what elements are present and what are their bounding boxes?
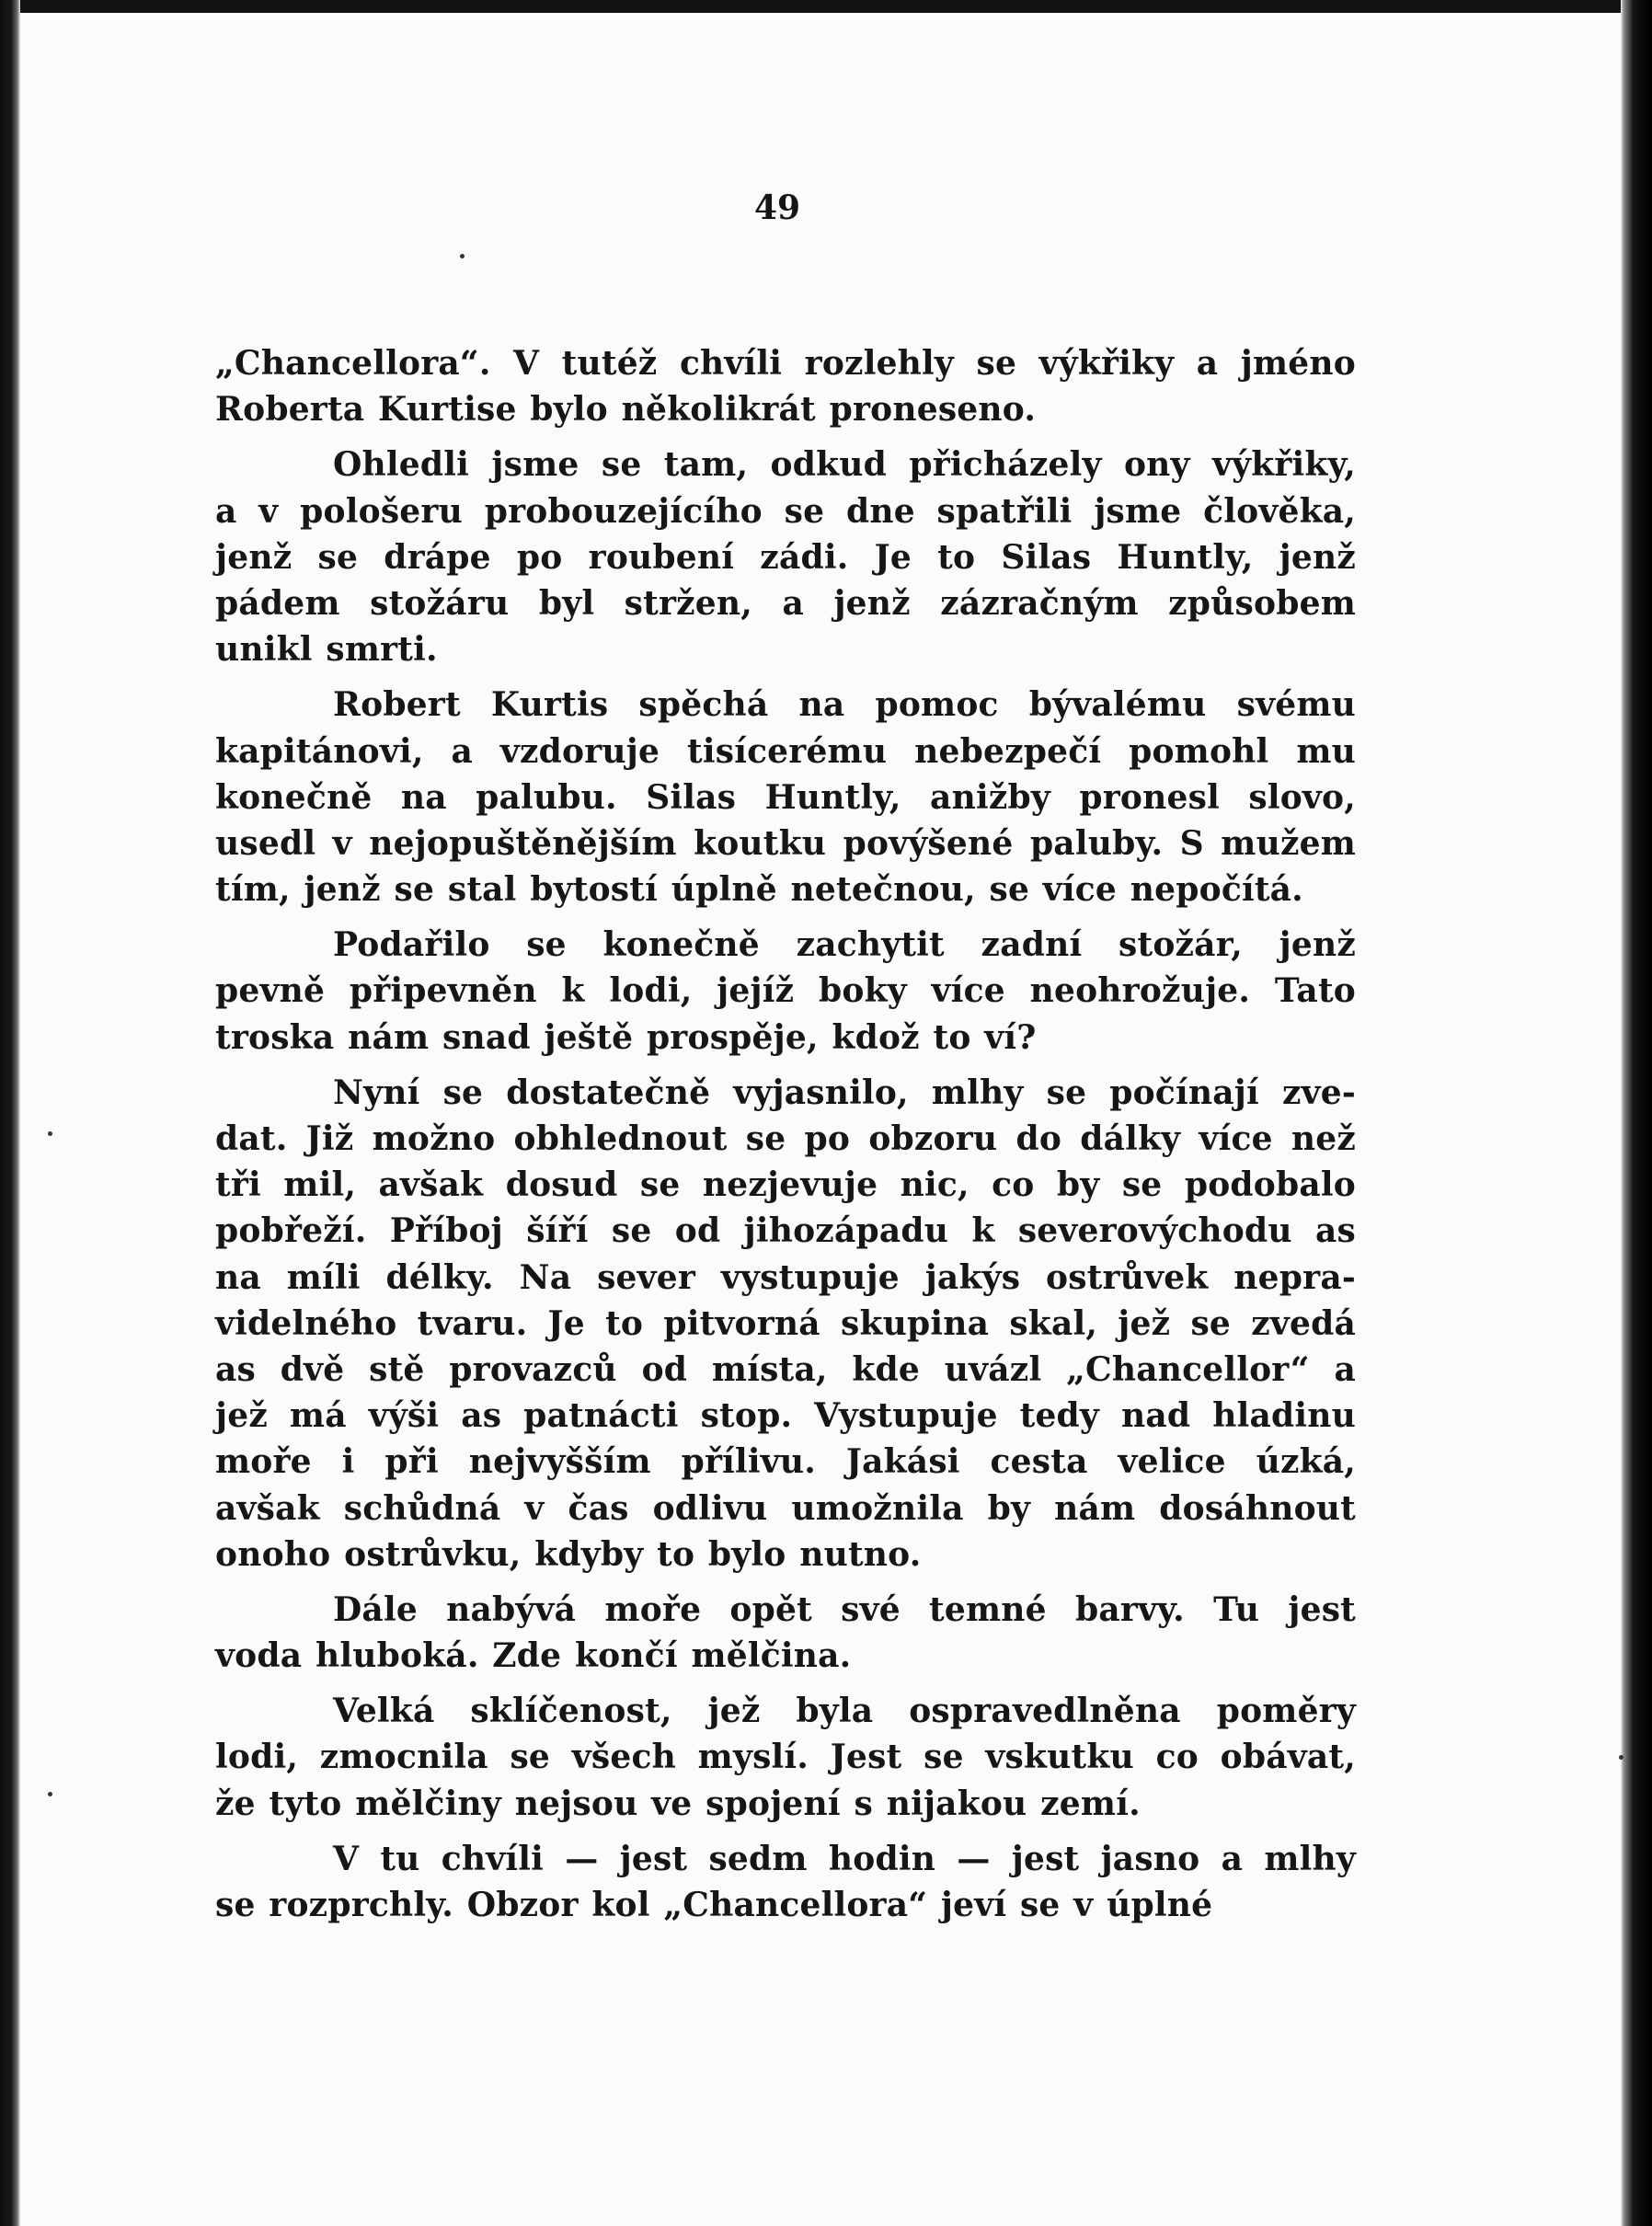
text-line: as dvě stě provazců od místa, kde uvázl „Chancellor“ a bbox=[215, 1349, 1356, 1389]
text-line: Roberta Kurtise bylo několikrát proneseno. bbox=[215, 390, 1037, 430]
paragraph bbox=[215, 442, 1356, 672]
text-line: Nyní se dostatečně vyjasnilo, mlhy se počínají zve- bbox=[333, 1073, 1356, 1112]
paragraph bbox=[215, 922, 1356, 1061]
text-line: dat. Již možno obhlednout se po obzoru do dálky více než bbox=[215, 1119, 1356, 1158]
text-line: usedl v nejopuštěnějším koutku povýšené paluby. S mužem bbox=[215, 823, 1356, 863]
text-line: tím, jenž se stal bytostí úplně netečnou, se více nepočítá. bbox=[215, 870, 1303, 910]
text-line: konečně na palubu. Silas Huntly, anižby pronesl slovo, bbox=[215, 777, 1356, 817]
text-line: Robert Kurtis spěchá na pomoc bývalému svému bbox=[333, 685, 1356, 725]
speck-dot bbox=[48, 1792, 52, 1796]
text-line: V tu chvíli — jest sedm hodin — jest jasno a mlhy bbox=[333, 1839, 1356, 1878]
text-line: lodi, zmocnila se všech myslí. Jest se vskutku co obávat, bbox=[215, 1738, 1356, 1777]
text-line: „Chancellora“. V tutéž chvíli rozlehly se výkřiky a jméno bbox=[215, 344, 1356, 383]
paragraph bbox=[215, 682, 1356, 912]
text-line: se rozprchly. Obzor kol „Chancellora“ jeví se v úplné bbox=[215, 1886, 1213, 1924]
paragraph bbox=[215, 1070, 1356, 1578]
speck-dot bbox=[48, 1131, 52, 1136]
paragraph bbox=[215, 1836, 1356, 1928]
text-line: tři mil, avšak dosud se nezjevuje nic, co by se podobalo bbox=[215, 1165, 1356, 1205]
text-line: moře i při nejvyšším přílivu. Jakási cesta velice úzká, bbox=[215, 1442, 1356, 1482]
text-line: onoho ostrůvku, kdyby to bylo nutno. bbox=[215, 1534, 922, 1574]
paragraph bbox=[215, 1587, 1356, 1679]
paragraph bbox=[215, 340, 1356, 432]
speck-dot bbox=[460, 254, 465, 258]
paragraph bbox=[215, 1688, 1356, 1827]
text-line: unikl smrti. bbox=[215, 630, 438, 670]
body-text bbox=[215, 340, 1356, 1928]
text-line: jenž se drápe po roubení zádi. Je to Silas Huntly, jenž bbox=[215, 537, 1356, 577]
text-line: pádem stožáru byl stržen, a jenž zázračným způsobem bbox=[215, 583, 1356, 623]
scan-edge-top bbox=[0, 0, 1652, 13]
text-line: kapitánovi, a vzdoruje tisícerému nebezpečí pomohl mu bbox=[215, 731, 1356, 771]
text-line: Ohledli jsme se tam, odkud přicházely ony výkřiky, bbox=[333, 445, 1356, 485]
text-line: Velká sklíčenost, jež byla ospravedlněna poměry bbox=[333, 1692, 1356, 1731]
text-line: a v pološeru probouzejícího se dne spatřili jsme člověka, bbox=[215, 491, 1356, 531]
text-line: na míli délky. Na sever vystupuje jakýs ostrůvek nepra- bbox=[215, 1257, 1356, 1297]
scan-edge-right bbox=[1621, 0, 1652, 2226]
text-line: pobřeží. Příboj šíří se od jihozápadu k severovýchodu as bbox=[215, 1211, 1356, 1251]
text-line: Podařilo se konečně zachytit zadní stožár, jenž bbox=[333, 925, 1356, 965]
text-line: pevně připevněn k lodi, jejíž boky více neohrožuje. Tato bbox=[215, 971, 1356, 1011]
page-number: 49 bbox=[753, 189, 801, 227]
text-line: že tyto mělčiny nejsou ve spojení s nijakou zemí. bbox=[215, 1784, 1141, 1823]
text-line: Dále nabývá moře opět své temné barvy. Tu jest bbox=[333, 1589, 1356, 1629]
scan-edge-left bbox=[0, 0, 20, 2226]
text-line: voda hluboká. Zde končí mělčina. bbox=[215, 1636, 852, 1676]
text-line: videlného tvaru. Je to pitvorná skupina skal, jež se zvedá bbox=[215, 1303, 1356, 1343]
text-line: troska nám snad ještě prospěje, kdož to ví? bbox=[215, 1017, 1037, 1057]
text-line: avšak schůdná v čas odlivu umožnila by nám dosáhnout bbox=[215, 1488, 1356, 1528]
speck-dot bbox=[1619, 1755, 1623, 1760]
text-line: jež má výši as patnácti stop. Vystupuje tedy nad hladinu bbox=[215, 1396, 1356, 1436]
